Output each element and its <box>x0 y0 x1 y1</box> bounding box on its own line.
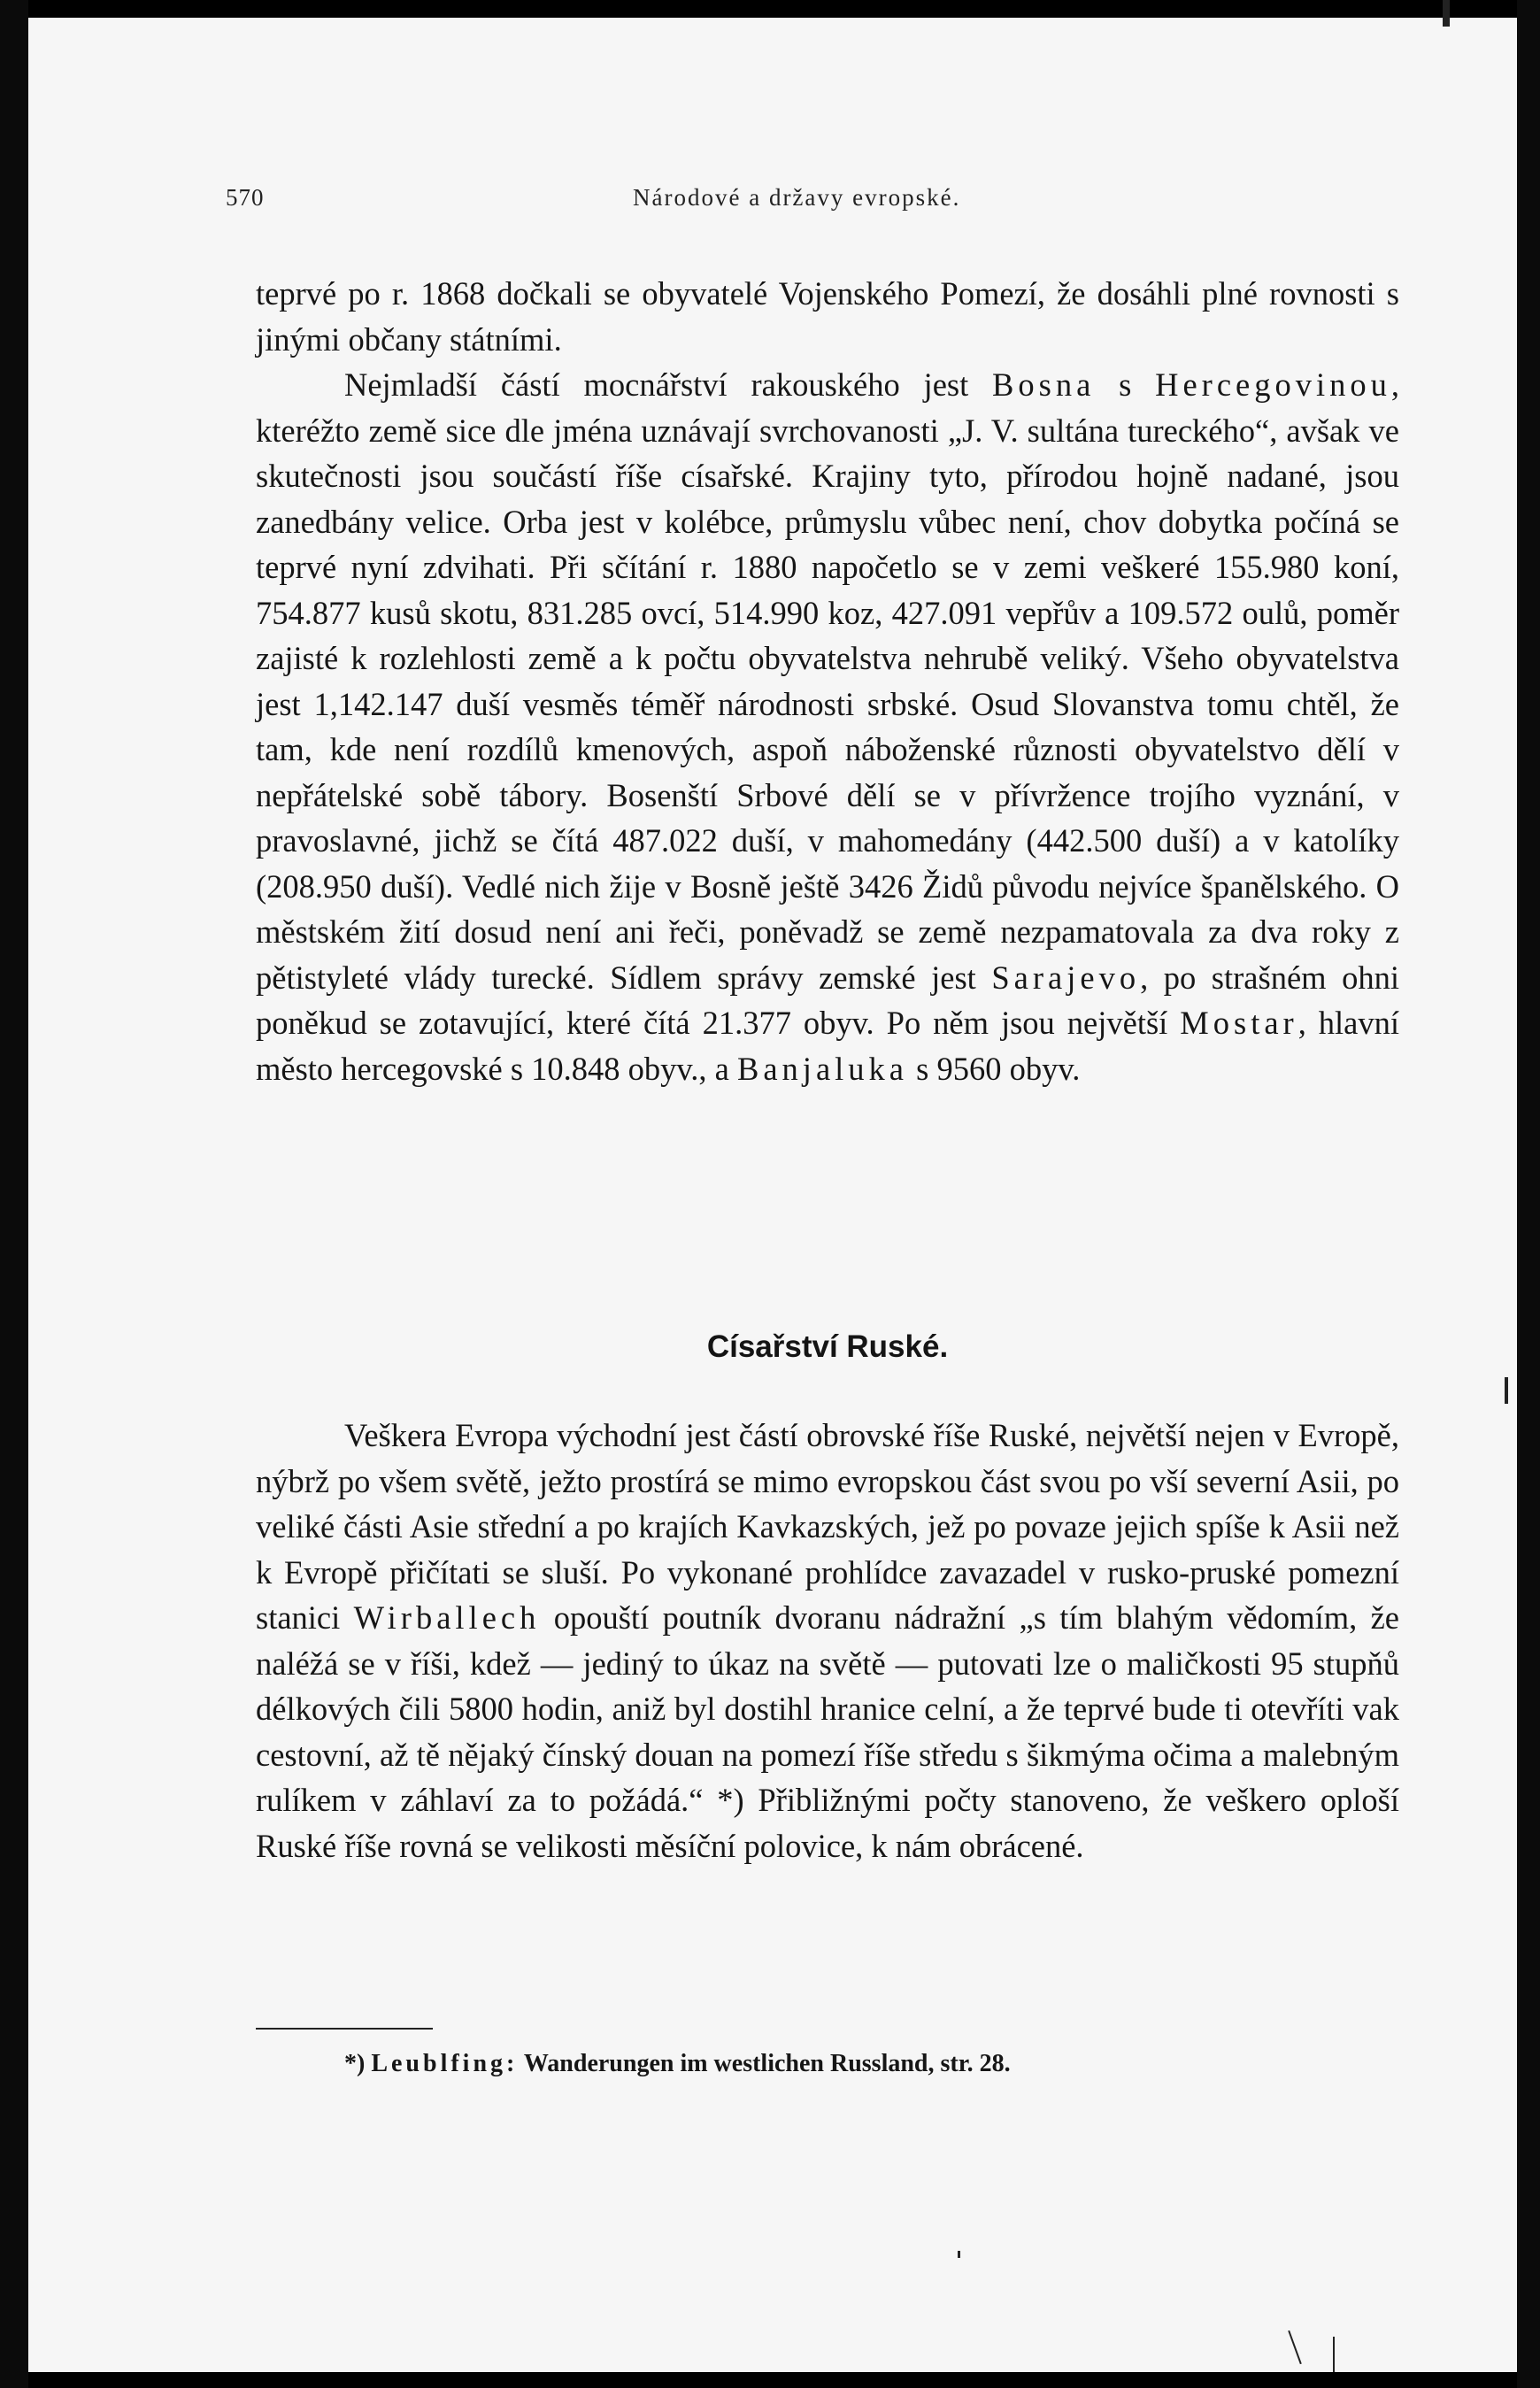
text-run: s <box>1095 366 1156 403</box>
scan-border-left <box>0 0 28 2388</box>
text-run: , hlavní město hercegovské s 10.848 obyv., a <box>256 1005 1400 1087</box>
footnote-marker: *) <box>344 2050 372 2077</box>
page-header <box>226 184 1405 220</box>
scan-speck <box>958 2251 960 2258</box>
text-run: opouští poutník dvoranu nádražní „s tím blahým vědomím, že naléžá se v říši, kdež — jediný to úkaz na světě — putovati lze o maličkosti 95 stupňů délkových čili 5800 hodin, aniž byl dostihl hranice celní, a že teprvé bude ti otevříti vak cestovní, až tě nějaký čínský douan na pomezí říše středu s šikmýma očima a malebným rulíkem v záhlaví za to požádá.“ *) Přibližnými počty stanoveno, že veškero oploší Ruské říše rovná se velikosti měsíční polovice, k nám obrácené. <box>256 1599 1400 1864</box>
footnote-divider <box>256 2028 433 2030</box>
footnote-author: Leublfing: <box>371 2050 519 2077</box>
page-number: 570 <box>226 184 265 211</box>
scan-speck <box>1333 2337 1335 2372</box>
section-text <box>256 1413 1399 1868</box>
paragraph-bosnia <box>256 362 1399 1091</box>
text-run: , po strašném ohni poněkud se zotavující, které čítá 21.377 obyv. Po něm jsou největší <box>256 959 1399 1041</box>
running-title: Národové a državy evropské. <box>633 184 961 211</box>
scan-speck <box>1443 0 1450 27</box>
text-run: s 9560 obyv. <box>908 1050 1081 1087</box>
paragraph-russia <box>256 1413 1399 1868</box>
spaced-name-bosna: Bosna <box>992 366 1096 403</box>
spaced-name-sarajevo: Sarajevo <box>991 959 1141 996</box>
footnote-text: Wanderungen im westlichen Russland, str. 28. <box>518 2050 1011 2077</box>
footnote <box>344 2050 1406 2078</box>
scan-border-right <box>1517 0 1540 2388</box>
spaced-name-wirballech: Wirballech <box>353 1599 541 1636</box>
scan-speck <box>1505 1377 1508 1404</box>
section-heading: Císařství Ruské. <box>706 1329 949 1364</box>
spaced-name-mostar: Mostar <box>1180 1005 1298 1041</box>
main-text <box>256 271 1399 1091</box>
text-run: , kteréžto země sice dle jména uznávají svrchovanosti „J. V. sultána tureckého“, avšak ve skutečnosti jsou součástí říše císařské. Krajiny tyto, přírodou hojně nadané, jsou zanedbány velice. Orba jest v kolébce, průmyslu vůbec není, chov dobytka počíná se teprvé nyní zdvihati. Při sčítání r. 1880 napočetlo se v zemi veškeré 155.980 koní, 754.877 kusů skotu, 831.285 ovcí, 514.990 koz, 427.091 vepřův a 109.572 oulů, poměr zajisté k rozlehlosti země a k počtu obyvatelstva nehrubě veliký. Všeho obyvatelstva jest 1,142.147 duší vesměs téměř národnosti srbské. Osud Slovanstva tomu chtěl, že tam, kde není rozdílů kmenových, aspoň náboženské různosti obyvatelstvo dělí v nepřátelské sobě tábory. Bosenští Srbové dělí se v přívržence trojího vyznání, v pravoslavné, jichž se čítá 487.022 duší, v mahomedány (442.500 duší) a v katolíky (208.950 duší). Vedlé nich žije v Bosně ještě 3426 Židů původu nejvíce španělského. O městském žití dosud není ani řeči, poněvadž se země nezpamatovala za dva roky z pětistyleté vlády turecké. Sídlem správy zemské jest <box>256 366 1399 996</box>
paragraph-military-frontier: teprvé po r. 1868 dočkali se obyvatelé Vojenského Pomezí, že dosáhli plné rovnosti s jinými občany státními. <box>256 275 1399 358</box>
text-run: Veškera Evropa východní jest částí obrovské říše Ruské, největší nejen v Evropě, nýbrž po všem světě, ježto prostírá se mimo evropskou část svou po vší severní Asii, po veliké části Asie střední a po krajích Kavkazských, jež po povaze jejich spíše k Asii než k Evropě přičítati se sluší. Po vykonané prohlídce zavazadel v rusko-pruské pomezní stanici <box>256 1417 1399 1636</box>
text-run: Nejmladší částí mocnářství rakouského jest <box>344 366 993 403</box>
spaced-name-hercegovina: Hercegovinou <box>1155 366 1391 403</box>
spaced-name-banjaluka: Banjaluka <box>737 1050 908 1087</box>
